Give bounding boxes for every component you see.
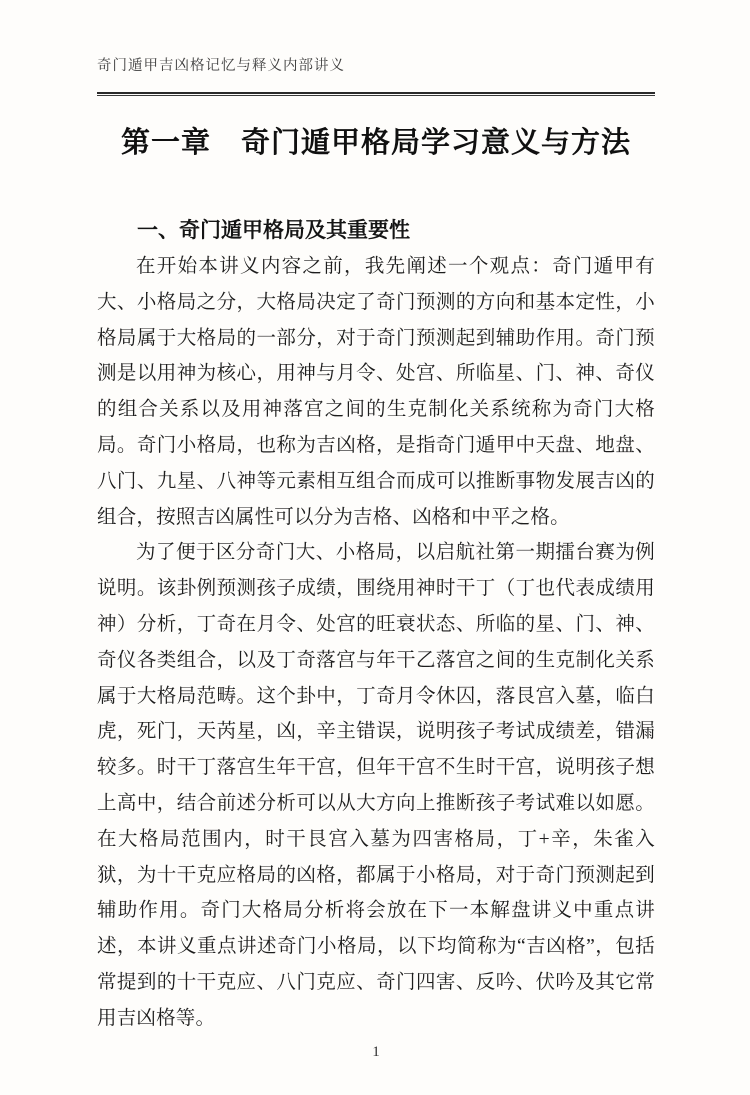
- chapter-title: 第一章 奇门遁甲格局学习意义与方法: [120, 127, 631, 159]
- page-number: 1: [372, 1043, 380, 1060]
- section-heading: 一、奇门遁甲格局及其重要性: [137, 218, 410, 242]
- paragraph-1: 在开始本讲义内容之前，我先阐述一个观点：奇门遁甲有大、小格局之分，大格局决定了奇门预测的方向和基本定性，小格局属于大格局的一部分，对于奇门预测起到辅助作用。奇门预测是以用神为核心，用神与月令、处宫、所临星、门、神、奇仪的组合关系以及用神落宫之间的生克制化关系统称为奇门大格局。奇门小格局，也称为吉凶格，是指奇门遁甲中天盘、地盘、八门、九星、八神等元素相互组合而成可以推断事物发展吉凶的组合，按照吉凶属性可以分为吉格、凶格和中平之格。: [97, 256, 655, 528]
- body-text: [97, 249, 655, 1037]
- running-header: 奇门遁甲吉凶格记忆与释义内部讲义: [97, 58, 345, 74]
- header-rule: [97, 92, 655, 96]
- paragraph-2: 为了便于区分奇门大、小格局，以启航社第一期擂台赛为例说明。该卦例预测孩子成绩，围绕用神时干丁（丁也代表成绩用神）分析，丁奇在月令、处宫的旺衰状态、所临的星、门、神、奇仪各类组合，以及丁奇落宫与年干乙落宫之间的生克制化关系属于大格局范畴。这个卦中，丁奇月令休囚，落艮宫入墓，临白虎，死门，天芮星，凶，辛主错误，说明孩子考试成绩差，错漏较多。时干丁落宫生年干宫，但年干宫不生时干宫，说明孩子想上高中，结合前述分析可以从大方向上推断孩子考试难以如愿。在大格局范围内，时干艮宫入墓为四害格局，丁+辛，朱雀入狱，为十干克应格局的凶格，都属于小格局，对于奇门预测起到辅助作用。奇门大格局分析将会放在下一本解盘讲义中重点讲述，本讲义重点讲述奇门小格局，以下均简称为“吉凶格”，包括常提到的十干克应、八门克应、奇门四害、反吟、伏吟及其它常用吉凶格等。: [97, 542, 655, 1029]
